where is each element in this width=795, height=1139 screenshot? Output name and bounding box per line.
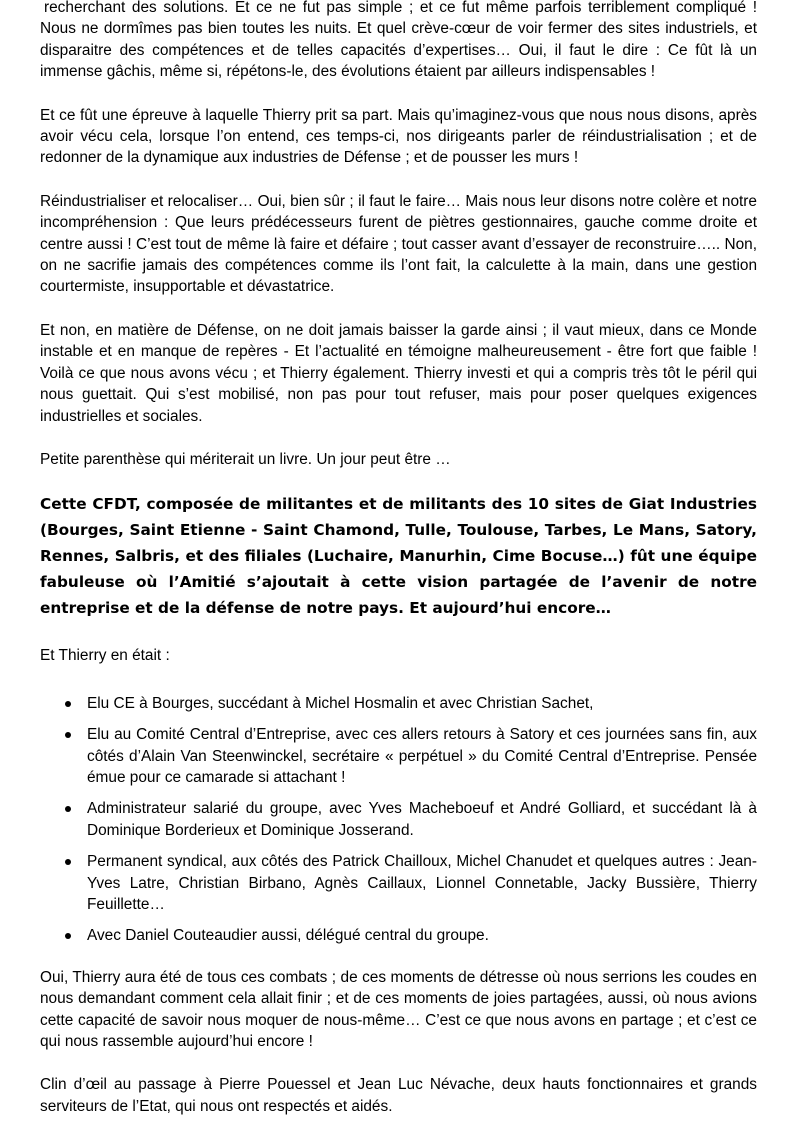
roles-list bbox=[40, 693, 757, 947]
paragraph-reindustrialiser: Réindustrialiser et relocaliser… Oui, bien sûr ; il faut le faire… Mais nous leur disons notre colère et notre incompréhension : Que leurs prédécesseurs furent de piètres gestionnaires, gauche comme droite et centre aussi ! C’est tout de même là faire et défaire ; tout casser avant d’essayer de reconstruire….. Non, on ne sacrifie jamais des compétences comme ils l’ont fait, la calculette à la main, dans une gestion courtermiste, insupportable et dévastatrice. bbox=[40, 192, 757, 296]
paragraph-defense: Et non, en matière de Défense, on ne doit jamais baisser la garde ainsi ; il vaut mieux, dans ce Monde instable et en manque de repères - Et l’actualité en témoigne malheureusement - être fort que faible ! Voilà ce que nous avons vécu ; et Thierry également. Thierry investi et qui a compris très tôt le péril qui nous guettait. Qui s’est mobilisé, non pas pour tout refuser, mais pour poser quelques exigences industrielles et sociales. bbox=[40, 321, 757, 425]
paragraph-clin-doeil: Clin d’œil au passage à Pierre Pouessel et Jean Luc Névache, deux hauts fonctionnaires et grands serviteurs de l’Etat, qui nous ont respectés et aidés. bbox=[40, 1076, 757, 1115]
list-item-comite-central: Elu au Comité Central d’Entreprise, avec ces allers retours à Satory et ces journées sans fin, aux côtés d’Alain Van Steenwinckel, secrétaire « perpétuel » du Comité Central d’Entreprise. Pensée émue pour ce camarade si attachant ! bbox=[40, 724, 757, 788]
list-item-administrateur: Administrateur salarié du groupe, avec Yves Macheboeuf et André Golliard, et succédant là à Dominique Borderieux et Dominique Josserand. bbox=[40, 798, 757, 841]
list-item-permanent-syndical: Permanent syndical, aux côtés des Patrick Chailloux, Michel Chanudet et quelques autres : Jean-Yves Latre, Christian Birbano, Agnès Caillaux, Lionnel Connetable, Jacky Bussière, Thierry Feuillette… bbox=[40, 851, 757, 915]
paragraph-combats: Oui, Thierry aura été de tous ces combats ; de ces moments de détresse où nous serrions les coudes en nous demandant comment cela allait finir ; et de ces moments de joies partagées, aussi, où nous avions cette capacité de savoir nous moquer de nous-même… C’est ce que nous avons en partage ; et c’est ce qui nous rassemble aujourd’hui encore ! bbox=[40, 968, 757, 1050]
document-page bbox=[40, 0, 757, 1139]
list-item-delegue-central: Avec Daniel Couteaudier aussi, délégué central du groupe. bbox=[40, 925, 757, 946]
paragraph-solutions: recherchant des solutions. Et ce ne fut pas simple ; et ce fut même parfois terriblement compliqué ! Nous ne dormîmes pas bien toutes les nuits. Et quel crève-cœur de voir fermer des sites industriels, et disparaitre des compétences et de telles capacités d’expertises… Oui, il faut le dire : Ce fût là un immense gâchis, même si, répétons-le, des évolutions étaient par ailleurs indispensables ! bbox=[40, 0, 757, 81]
paragraph-epreuve: Et ce fût une épreuve à laquelle Thierry prit sa part. Mais qu’imaginez-vous que nous nous disons, après avoir vécu cela, lorsque l’on entend, ces temps-ci, nos dirigeants parler de réindustrialisation ; et de redonner de la dynamique aux industries de Défense ; et de pousser les murs ! bbox=[40, 106, 757, 167]
paragraph-cfdt-highlight: Cette CFDT, composée de militantes et de militants des 10 sites de Giat Industries (Bourges, Saint Etienne - Saint Chamond, Tulle, Toulouse, Tarbes, Le Mans, Satory, Rennes, Salbris, et des filiales (Luchaire, Manurhin, Cime Bocuse…) fût une équipe fabuleuse où l’Amitié s’ajoutait à cette vision partagée de l’avenir de notre entreprise et de la défense de notre pays. Et aujourd’hui encore… bbox=[40, 495, 757, 617]
list-item-elu-ce: Elu CE à Bourges, succédant à Michel Hosmalin et avec Christian Sachet, bbox=[40, 693, 757, 714]
paragraph-parenthese: Petite parenthèse qui mériterait un livre. Un jour peut être … bbox=[40, 450, 451, 468]
paragraph-thierry-en-etait: Et Thierry en était : bbox=[40, 647, 170, 665]
